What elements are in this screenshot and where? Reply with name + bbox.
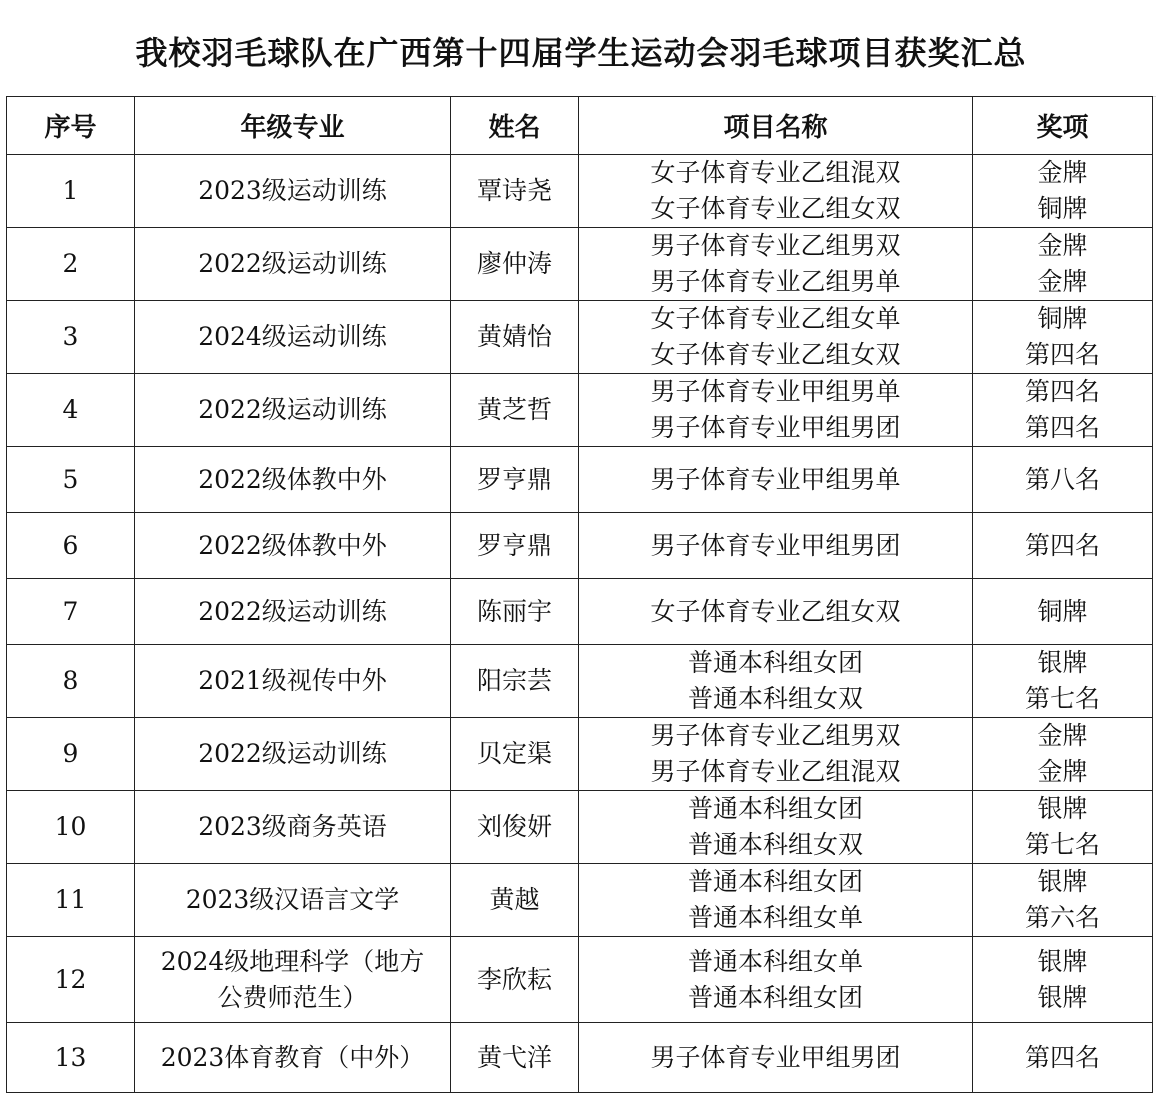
cell-event-line: 普通本科组女团 (687, 867, 863, 896)
cell-event-line: 男子体育专业甲组男团 (650, 413, 901, 442)
cell-award-line: 铜牌 (1037, 304, 1088, 333)
cell-award-line: 第六名 (1024, 903, 1100, 932)
cell-major[interactable] (135, 155, 451, 228)
table-row (7, 937, 1153, 1023)
cell-name[interactable]: 覃诗尧 (451, 155, 579, 228)
cell-no[interactable]: 13 (7, 1023, 135, 1093)
cell-award[interactable] (973, 228, 1153, 301)
table-row (7, 155, 1153, 228)
cell-event-line: 男子体育专业乙组男单 (650, 267, 901, 296)
cell-award-line: 银牌 (1037, 982, 1088, 1012)
cell-event-line: 女子体育专业乙组混双 (650, 158, 901, 187)
cell-award-line: 银牌 (1037, 867, 1088, 896)
cell-major-line: 2022级运动训练 (198, 249, 387, 278)
cell-event[interactable] (579, 513, 973, 579)
cell-award-line: 金牌 (1037, 721, 1088, 750)
cell-no[interactable]: 8 (7, 645, 135, 718)
cell-event[interactable] (579, 1023, 973, 1093)
cell-event-line: 普通本科组女团 (687, 794, 863, 823)
cell-event[interactable] (579, 228, 973, 301)
cell-major-line: 2022级体教中外 (198, 530, 387, 560)
cell-name[interactable]: 陈丽宇 (451, 579, 579, 645)
cell-major[interactable] (135, 374, 451, 447)
cell-name[interactable]: 黄越 (451, 864, 579, 937)
cell-award-line: 铜牌 (1037, 194, 1088, 223)
cell-award[interactable] (973, 155, 1153, 228)
cell-major-line: 公费师范生） (217, 982, 368, 1012)
cell-name[interactable]: 黄芝哲 (451, 374, 579, 447)
table-row (7, 374, 1153, 447)
cell-event-line: 女子体育专业乙组女双 (650, 340, 901, 369)
cell-event-line: 普通本科组女单 (687, 946, 863, 976)
cell-name[interactable]: 黄婧怡 (451, 301, 579, 374)
cell-event-line: 普通本科组女单 (687, 903, 863, 932)
cell-award-line: 第四名 (1024, 1042, 1100, 1072)
cell-award-line: 金牌 (1037, 231, 1088, 260)
cell-major-line: 2023级运动训练 (198, 176, 387, 205)
cell-event-line: 男子体育专业甲组男单 (650, 464, 901, 494)
cell-no[interactable]: 10 (7, 791, 135, 864)
cell-award-line: 银牌 (1037, 648, 1088, 677)
cell-award[interactable] (973, 645, 1153, 718)
cell-major[interactable] (135, 228, 451, 301)
cell-event[interactable] (579, 579, 973, 645)
cell-no[interactable]: 2 (7, 228, 135, 301)
header-event[interactable]: 项目名称 (579, 97, 973, 155)
cell-award[interactable] (973, 791, 1153, 864)
cell-no[interactable]: 6 (7, 513, 135, 579)
cell-event[interactable] (579, 718, 973, 791)
cell-award-line: 第四名 (1024, 530, 1100, 560)
cell-major-line: 2023级商务英语 (198, 812, 387, 841)
cell-award-line: 第四名 (1024, 340, 1100, 369)
cell-major-line: 2021级视传中外 (198, 666, 387, 695)
cell-award-line: 第四名 (1024, 377, 1100, 406)
cell-event[interactable] (579, 301, 973, 374)
header-award[interactable]: 奖项 (973, 97, 1153, 155)
cell-award-line: 银牌 (1037, 946, 1088, 976)
cell-event-line: 男子体育专业甲组男单 (650, 377, 901, 406)
table-row (7, 718, 1153, 791)
cell-name[interactable]: 黄弋洋 (451, 1023, 579, 1093)
cell-no[interactable]: 11 (7, 864, 135, 937)
cell-event-line: 普通本科组女团 (687, 648, 863, 677)
cell-major[interactable] (135, 937, 451, 1023)
cell-event[interactable] (579, 447, 973, 513)
cell-award-line: 金牌 (1037, 267, 1088, 296)
header-major[interactable]: 年级专业 (135, 97, 451, 155)
cell-award[interactable] (973, 513, 1153, 579)
cell-major-line: 2024级运动训练 (198, 322, 387, 351)
cell-event-line: 男子体育专业乙组男双 (650, 231, 901, 260)
cell-event-line: 女子体育专业乙组女单 (650, 304, 901, 333)
title-cell[interactable] (6, 6, 1156, 97)
table-row (7, 791, 1153, 864)
cell-award-line: 铜牌 (1037, 596, 1088, 626)
cell-award-line: 第七名 (1024, 830, 1100, 859)
cell-major[interactable] (135, 447, 451, 513)
cell-award-line: 金牌 (1037, 158, 1088, 187)
cell-major-line: 2022级运动训练 (198, 395, 387, 424)
cell-event-line: 男子体育专业乙组混双 (650, 757, 901, 786)
cell-major[interactable] (135, 645, 451, 718)
table-row (7, 864, 1153, 937)
table-row (7, 301, 1153, 374)
cell-name[interactable]: 罗亨鼎 (451, 447, 579, 513)
table-row (7, 1023, 1153, 1093)
cell-no[interactable]: 12 (7, 937, 135, 1023)
table-row (7, 579, 1153, 645)
cell-major-line: 2022级运动训练 (198, 739, 387, 768)
cell-event[interactable] (579, 645, 973, 718)
cell-no[interactable]: 4 (7, 374, 135, 447)
cell-major-line: 2022级体教中外 (198, 464, 387, 494)
cell-name[interactable]: 阳宗芸 (451, 645, 579, 718)
cell-award[interactable] (973, 937, 1153, 1023)
cell-no[interactable]: 5 (7, 447, 135, 513)
cell-major[interactable] (135, 513, 451, 579)
cell-event-line: 男子体育专业甲组男团 (650, 530, 901, 560)
cell-award-line: 第七名 (1024, 684, 1100, 713)
table-row (7, 228, 1153, 301)
table-row (7, 513, 1153, 579)
cell-major-line: 2022级运动训练 (198, 596, 387, 626)
cell-award-line: 第四名 (1024, 413, 1100, 442)
cell-award[interactable] (973, 447, 1153, 513)
cell-no[interactable]: 7 (7, 579, 135, 645)
cell-name[interactable]: 罗亨鼎 (451, 513, 579, 579)
page-title: 我校羽毛球队在广西第十四届学生运动会羽毛球项目获奖汇总 (135, 34, 1027, 72)
cell-no[interactable]: 1 (7, 155, 135, 228)
table-row (7, 447, 1153, 513)
cell-no[interactable]: 9 (7, 718, 135, 791)
cell-award[interactable] (973, 1023, 1153, 1093)
cell-award-line: 银牌 (1037, 794, 1088, 823)
spreadsheet (6, 0, 1156, 1085)
header-row (7, 97, 1153, 155)
cell-event-line: 普通本科组女团 (687, 982, 863, 1012)
cell-award[interactable] (973, 374, 1153, 447)
cell-award-line: 第八名 (1024, 464, 1100, 494)
cell-major-line: 2024级地理科学（地方 (160, 946, 425, 976)
awards-table (6, 96, 1153, 1093)
table-row (7, 645, 1153, 718)
cell-event-line: 普通本科组女双 (687, 684, 863, 713)
cell-event-line: 女子体育专业乙组女双 (650, 596, 901, 626)
cell-major-line: 2023体育教育（中外） (160, 1042, 425, 1072)
header-no[interactable]: 序号 (7, 97, 135, 155)
cell-event[interactable] (579, 864, 973, 937)
cell-event-line: 男子体育专业乙组男双 (650, 721, 901, 750)
cell-name[interactable]: 刘俊妍 (451, 791, 579, 864)
cell-name[interactable]: 贝定渠 (451, 718, 579, 791)
cell-event[interactable] (579, 374, 973, 447)
cell-major[interactable] (135, 791, 451, 864)
cell-event-line: 男子体育专业甲组男团 (650, 1042, 901, 1072)
cell-event-line: 女子体育专业乙组女双 (650, 194, 901, 223)
header-name[interactable]: 姓名 (451, 97, 579, 155)
cell-name[interactable]: 李欣耘 (451, 937, 579, 1023)
cell-award[interactable] (973, 718, 1153, 791)
cell-no[interactable]: 3 (7, 301, 135, 374)
cell-award-line: 金牌 (1037, 757, 1088, 786)
cell-major[interactable] (135, 718, 451, 791)
cell-major[interactable] (135, 579, 451, 645)
cell-name[interactable]: 廖仲涛 (451, 228, 579, 301)
cell-award[interactable] (973, 864, 1153, 937)
cell-event-line: 普通本科组女双 (687, 830, 863, 859)
cell-major[interactable] (135, 1023, 451, 1093)
cell-event[interactable] (579, 937, 973, 1023)
cell-major[interactable] (135, 864, 451, 937)
cell-award[interactable] (973, 301, 1153, 374)
cell-major-line: 2023级汉语言文学 (185, 885, 400, 914)
cell-event[interactable] (579, 791, 973, 864)
cell-event[interactable] (579, 155, 973, 228)
cell-major[interactable] (135, 301, 451, 374)
cell-award[interactable] (973, 579, 1153, 645)
